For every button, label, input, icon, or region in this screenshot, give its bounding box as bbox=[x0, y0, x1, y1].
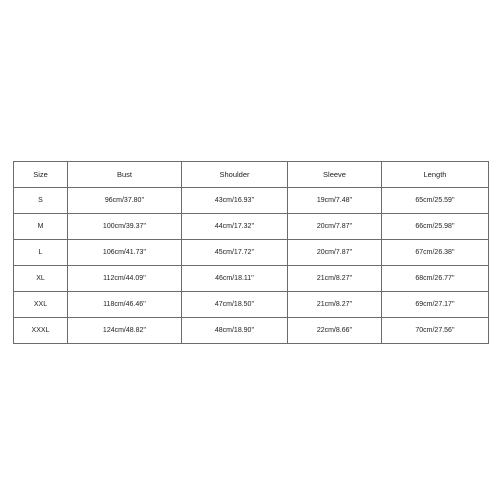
cell-shoulder: 46cm/18.11'' bbox=[182, 266, 288, 292]
cell-bust: 96cm/37.80'' bbox=[68, 188, 182, 214]
cell-size: L bbox=[14, 240, 68, 266]
table-row bbox=[14, 318, 489, 344]
cell-sleeve: 21cm/8.27'' bbox=[288, 292, 382, 318]
cell-shoulder: 48cm/18.90'' bbox=[182, 318, 288, 344]
cell-bust: 118cm/46.46'' bbox=[68, 292, 182, 318]
table-header bbox=[14, 162, 489, 188]
cell-bust: 106cm/41.73'' bbox=[68, 240, 182, 266]
cell-sleeve: 20cm/7.87'' bbox=[288, 214, 382, 240]
header-sleeve: Sleeve bbox=[288, 162, 382, 188]
cell-length: 70cm/27.56'' bbox=[382, 318, 489, 344]
header-shoulder: Shoulder bbox=[182, 162, 288, 188]
cell-shoulder: 44cm/17.32'' bbox=[182, 214, 288, 240]
cell-shoulder: 43cm/16.93'' bbox=[182, 188, 288, 214]
header-size: Size bbox=[14, 162, 68, 188]
cell-size: S bbox=[14, 188, 68, 214]
table-row bbox=[14, 240, 489, 266]
table-row bbox=[14, 214, 489, 240]
cell-bust: 112cm/44.09'' bbox=[68, 266, 182, 292]
table-row bbox=[14, 188, 489, 214]
cell-length: 66cm/25.98'' bbox=[382, 214, 489, 240]
cell-shoulder: 45cm/17.72'' bbox=[182, 240, 288, 266]
header-bust: Bust bbox=[68, 162, 182, 188]
table-row bbox=[14, 292, 489, 318]
header-length: Length bbox=[382, 162, 489, 188]
size-chart-table bbox=[13, 161, 489, 344]
cell-length: 67cm/26.38'' bbox=[382, 240, 489, 266]
cell-bust: 124cm/48.82'' bbox=[68, 318, 182, 344]
cell-size: XL bbox=[14, 266, 68, 292]
cell-size: M bbox=[14, 214, 68, 240]
header-row bbox=[14, 162, 489, 188]
cell-shoulder: 47cm/18.50'' bbox=[182, 292, 288, 318]
table-row bbox=[14, 266, 489, 292]
table-body bbox=[14, 188, 489, 344]
cell-sleeve: 22cm/8.66'' bbox=[288, 318, 382, 344]
cell-sleeve: 21cm/8.27'' bbox=[288, 266, 382, 292]
cell-length: 65cm/25.59'' bbox=[382, 188, 489, 214]
cell-length: 69cm/27.17'' bbox=[382, 292, 489, 318]
cell-size: XXL bbox=[14, 292, 68, 318]
cell-sleeve: 19cm/7.48'' bbox=[288, 188, 382, 214]
cell-size: XXXL bbox=[14, 318, 68, 344]
cell-bust: 100cm/39.37'' bbox=[68, 214, 182, 240]
cell-length: 68cm/26.77'' bbox=[382, 266, 489, 292]
cell-sleeve: 20cm/7.87'' bbox=[288, 240, 382, 266]
